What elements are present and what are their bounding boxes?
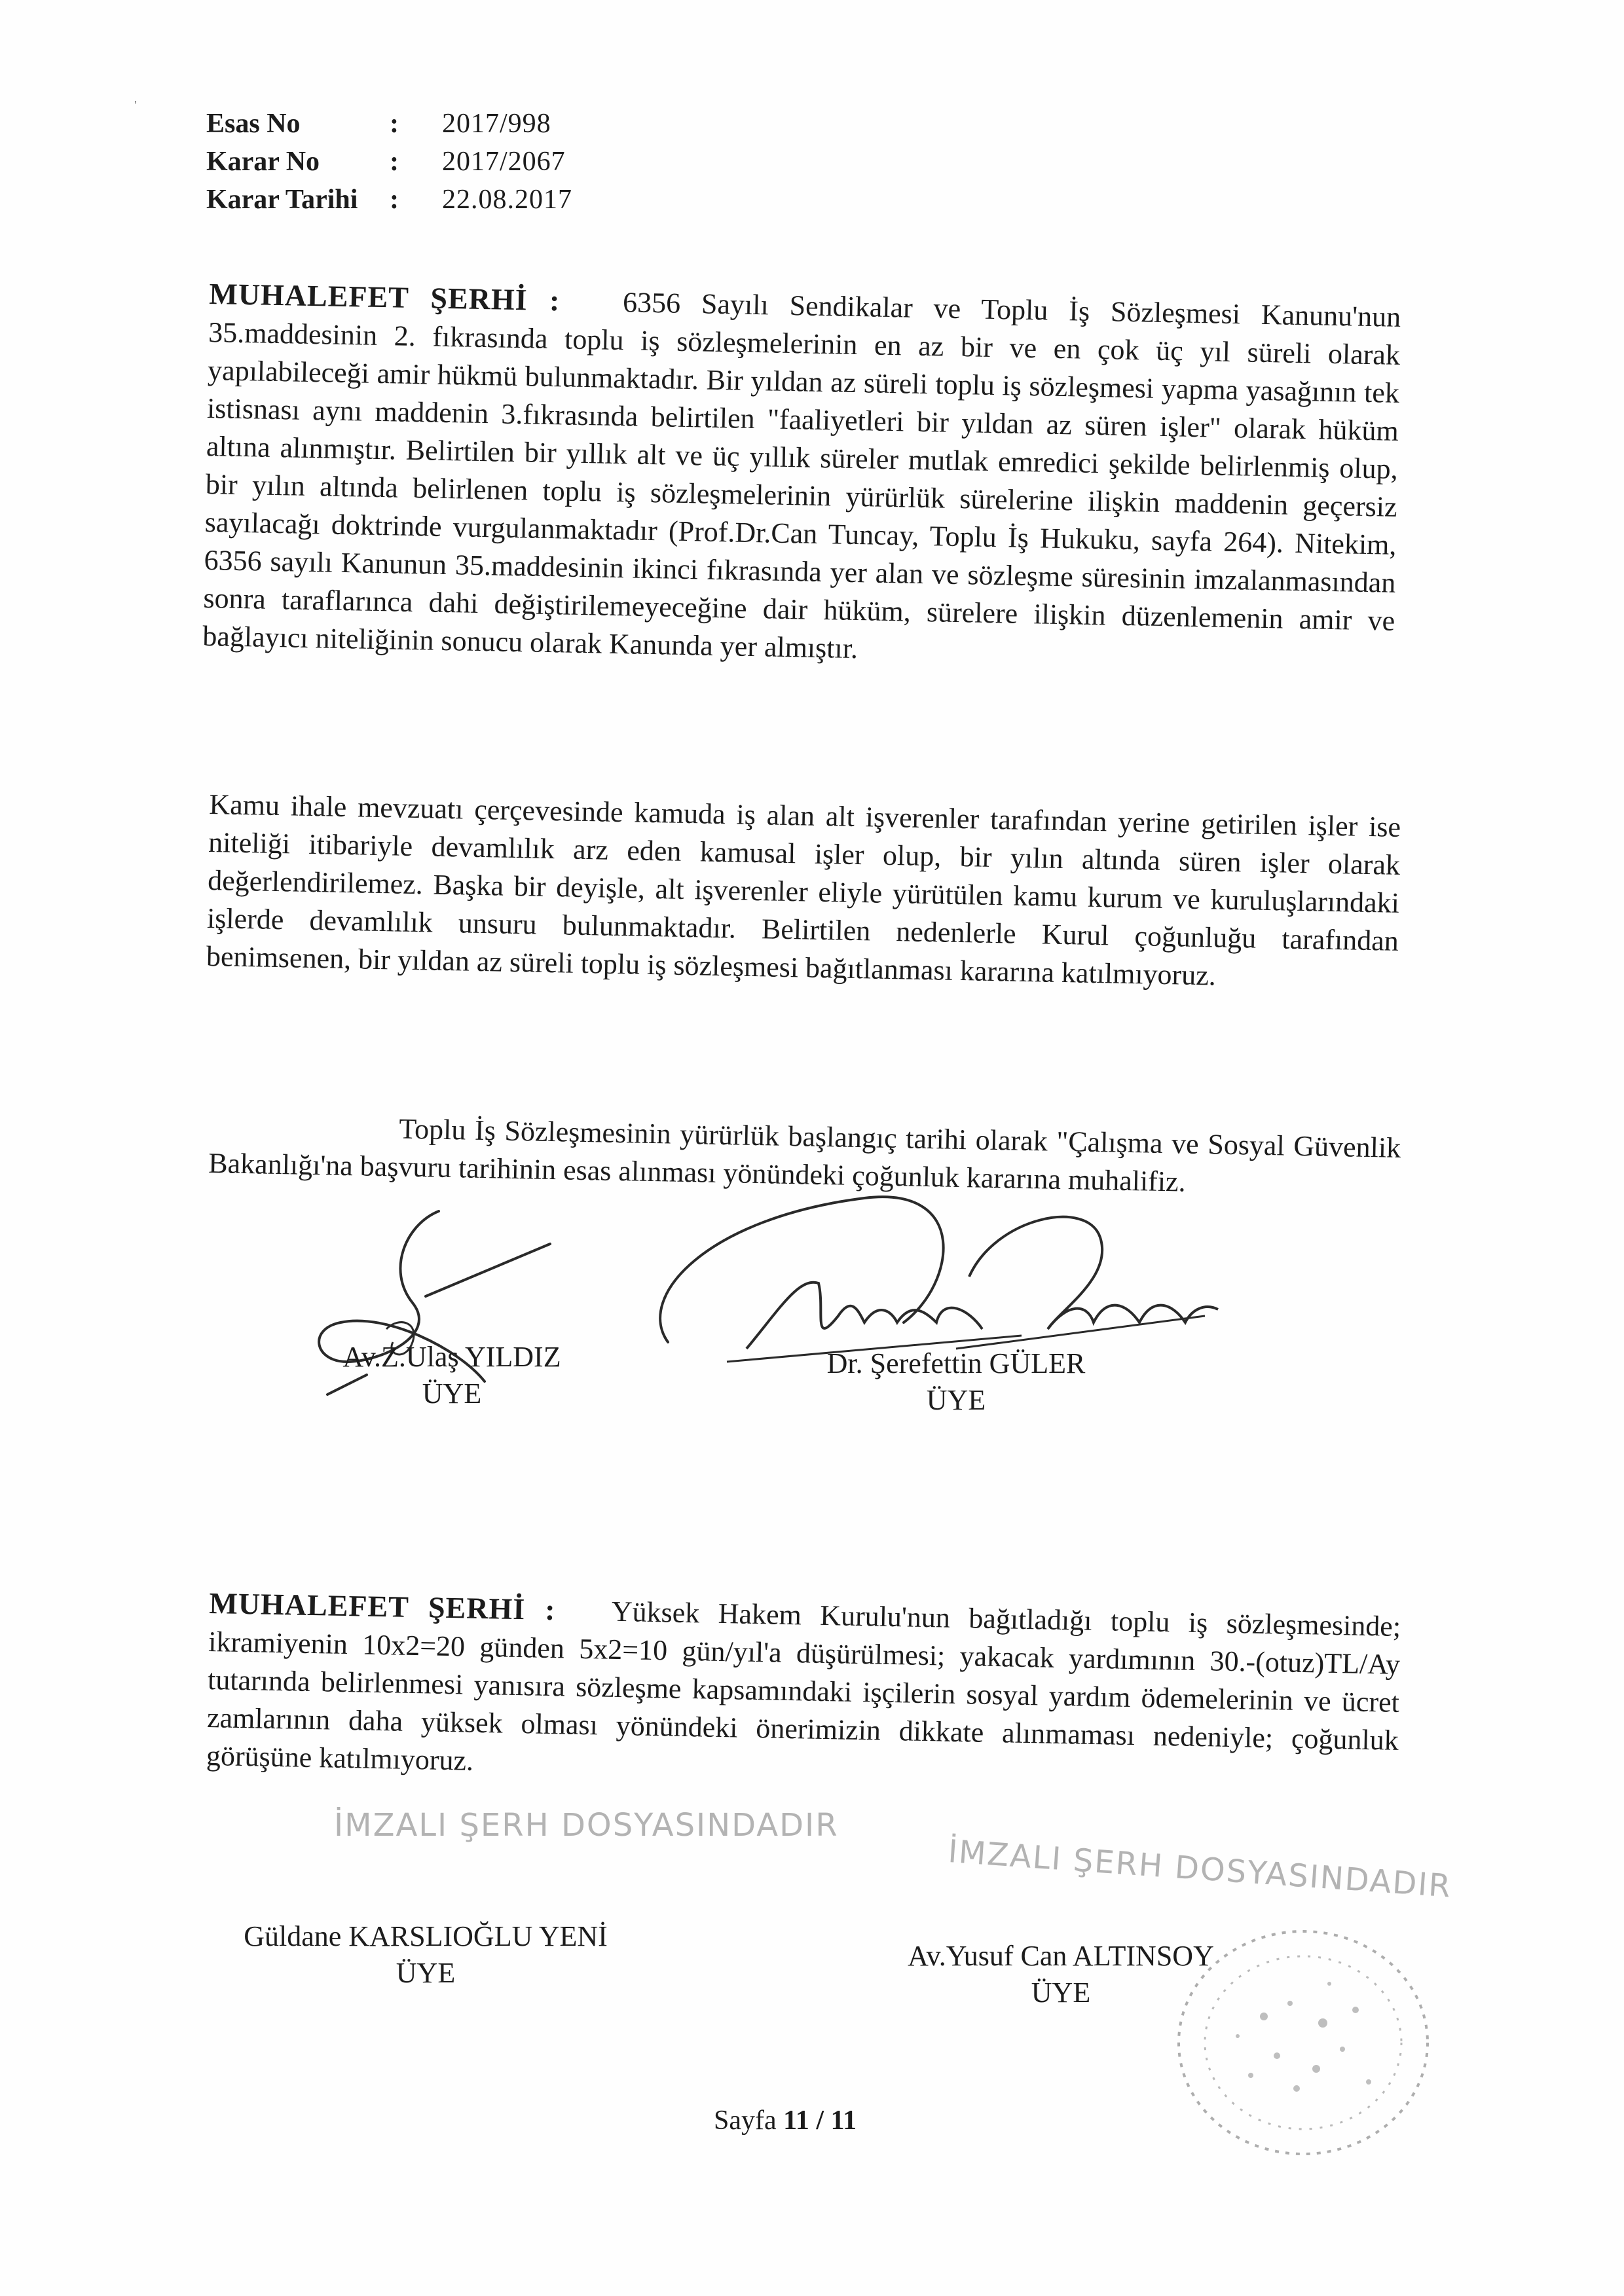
karar-colon: :	[390, 147, 399, 177]
esas-row	[206, 105, 572, 143]
esas-value: 2017/998	[442, 109, 551, 139]
dissent1-para3: Toplu İş Sözleşmesinin yürürlük başlangıç tarihi olarak "Çalışma ve Sosyal Güvenlik Bakanlığı'na başvuru tarihinin esas alınması yönündeki çoğunluk kararına muhalifiz.	[208, 1112, 1401, 1198]
dissent2-heading: MUHALEFET ŞERHİ :	[208, 1586, 556, 1627]
page-separator: /	[816, 2105, 824, 2136]
page-prefix: Sayfa	[714, 2105, 777, 2136]
signature-block-1	[327, 1339, 576, 1412]
dissent1-paragraph-2	[206, 786, 1401, 998]
signer3-role: ÜYE	[396, 1957, 456, 1989]
signature-block-4	[864, 1938, 1257, 2011]
signer1-role: ÜYE	[422, 1377, 482, 1410]
tarih-label: Karar Tarihi	[206, 185, 358, 215]
signature-block-3	[216, 1918, 635, 1992]
karar-label: Karar No	[206, 147, 320, 177]
signer4-name: Av.Yusuf Can ALTINSOY	[908, 1940, 1214, 1972]
signed-dissent-stamp-1: İMZALI ŞERH DOSYASINDADIR	[334, 1807, 839, 1844]
esas-colon: :	[390, 109, 399, 139]
dissent1-paragraph-3	[208, 1106, 1401, 1205]
esas-label: Esas No	[206, 109, 301, 139]
dissent1-heading: MUHALEFET ŞERHİ :	[208, 276, 561, 318]
dissent1-para2: Kamu ihale mevzuatı çerçevesinde kamuda iş alan alt işverenler tarafından yerine getirilen işler ise niteliği itibariyle devamlılık arz eden kamusal işler olup, bir yılın altında süren işler olarak değerlendirilemez. Başka bir deyişle, alt işverenler eliyle yürütülen kamu kurum ve kuruluşlarındaki işlerde devamlılık unsuru bulunmaktadır. Belirtilen nedenlerle Kurul çoğunluğu tarafından benimsenen, bir yıldan az süreli toplu iş sözleşmesi bağıtlanması kararına katılmıyoruz.	[206, 788, 1401, 992]
case-info	[206, 105, 572, 219]
page-current: 11	[783, 2105, 809, 2136]
karar-row	[206, 143, 572, 181]
dissent1-body: 6356 Sayılı Sendikalar ve Toplu İş Sözleşmesi Kanunu'nun 35.maddesinin 2. fıkrasında toplu iş sözleşmelerinin en az bir ve en çok üç yıl süreli olarak yapılabileceği amir hükmü bulunmaktadır. Bir yıldan az süreli toplu iş sözleşmesi yapma yasağının tek istisnası aynı maddenin 3.fıkrasında belirtilen "faaliyetleri bir yıldan az süren işler" olarak hüküm altına alınmıştır. Belirtilen bir yıllık alt ve üç yıllık süreler mutlak emredici şekilde belirlenmiş olup, bir yılın altında belirlenen toplu iş sözleşmelerinin yürürlük sürelerine ilişkin maddenin geçersiz sayılacağı doktrinde vurgulanmaktadır (Prof.Dr.Can Tuncay, Toplu İş Hukuku, sayfa 264). Nitekim, 6356 sayılı Kanunun 35.maddesinin ikinci fıkrasında yer alan ve sözleşme süresinin imzalanmasından sonra taraflarınca dahi değiştirilemeyeceğine dair hüküm, sürelere ilişkin düzenlemenin amir ve bağlayıcı niteliğinin sonucu olarak Kanunda yer almıştır.	[202, 286, 1401, 665]
signer3-name: Güldane KARSLIOĞLU YENİ	[244, 1920, 608, 1952]
page-number	[714, 2105, 857, 2136]
tarih-value: 22.08.2017	[442, 185, 572, 215]
paragraph-indent	[209, 1135, 399, 1139]
dissent1-paragraph	[202, 275, 1401, 678]
signer2-name: Dr. Şerefettin GÜLER	[826, 1347, 1086, 1379]
karar-value: 2017/2067	[442, 147, 566, 177]
tarih-row	[206, 181, 572, 219]
signer1-name: Av.Z.Ulaş YILDIZ	[342, 1341, 561, 1373]
scan-mark: '	[134, 98, 137, 113]
dissent2-paragraph	[206, 1584, 1401, 1798]
tarih-colon: :	[390, 185, 399, 215]
signature-block-2	[773, 1345, 1139, 1419]
page-total: 11	[830, 2105, 857, 2136]
signer4-role: ÜYE	[1031, 1977, 1091, 2009]
signer2-role: ÜYE	[926, 1384, 986, 1416]
dissent2-body: Yüksek Hakem Kurulu'nun bağıtladığı toplu iş sözleşmesinde; ikramiyenin 10x2=20 günden 5x2=10 gün/yıl'a düşürülmesi; yakacak yardımının 30.-(otuz)TL/Ay tutarında belirlenmesi yanısıra sözleşme kapsamındaki işçilerin sosyal yardım ödemelerinin ve ücret zamlarının daha yüksek olması yönündeki önerimizin dikkate alınmaması nedeniyle; çoğunluk görüşüne katılmıyoruz.	[206, 1595, 1401, 1777]
signed-dissent-stamp-2: İMZALI ŞERH DOSYASINDADIR	[947, 1833, 1453, 1905]
